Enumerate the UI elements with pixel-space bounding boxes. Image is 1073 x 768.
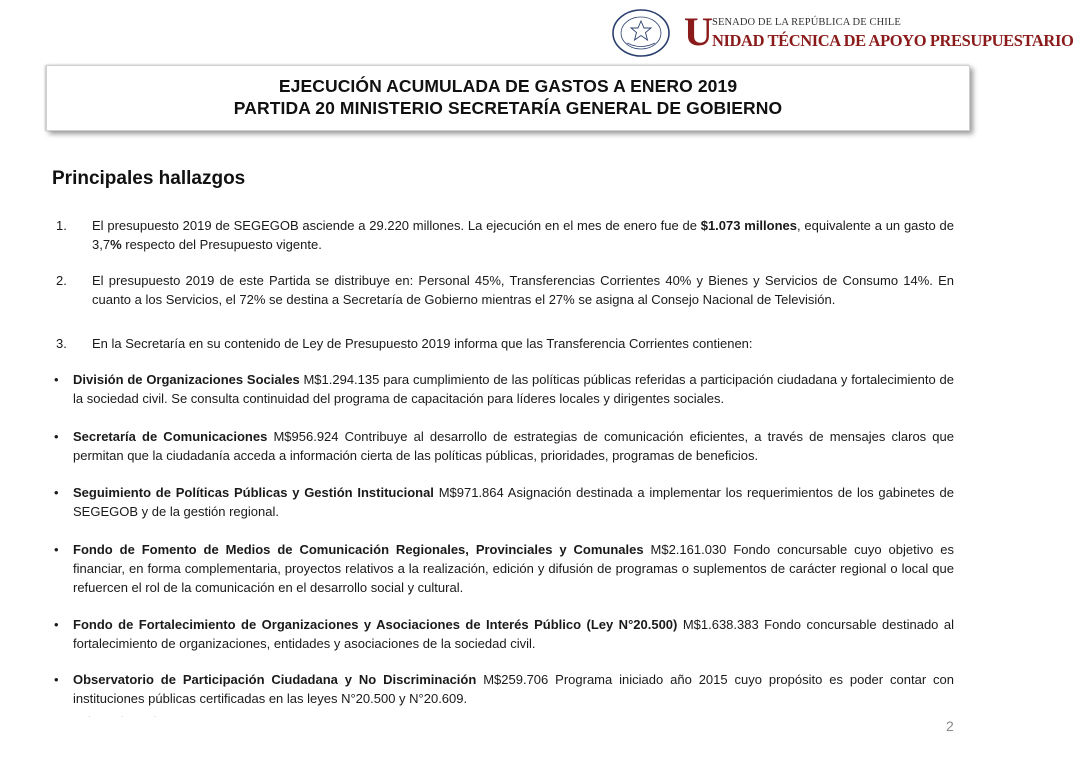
bullet-item-title: Fondo de Fortalecimiento de Organizaciones y Asociaciones de Interés Público (Ley N°20.500) [73,617,678,632]
utap-wordmark [684,9,1073,54]
bullet-item-title: Seguimiento de Políticas Públicas y Gestión Institucional [73,485,434,500]
bullet-item-title: División de Organizaciones Sociales [73,372,300,387]
bullet-item-1 [52,370,954,408]
numbered-item-1 [52,216,954,254]
numbered-item-text: En la Secretaría en su contenido de Ley de Presupuesto 2019 informa que las Transferencia Corrientes contienen: [92,336,753,351]
bullet-icon: • [54,542,59,557]
bullet-icon: • [54,617,59,632]
logo-bottom-text: NIDAD TÉCNICA DE APOYO PRESUPUESTARIO [712,31,1073,50]
slide-title-line-1: EJECUCIÓN ACUMULADA DE GASTOS A ENERO 2019 [278,76,738,96]
numbered-item-text: El presupuesto 2019 de este Partida se distribuye en: Personal 45%, Transferencias Corrientes 40% y Bienes y Servicios de Consumo 14%. En cuanto a los Servicios, el 72% se destina a Secretaría de Gobierno mientras el 27% se asigna al Consejo Nacional de Televisión. [92,273,954,307]
list-number: 2. [56,273,67,288]
slide-title-box [46,65,970,131]
bullet-item-4 [52,540,954,597]
bullet-item-title: Fondo de Fomento de Medios de Comunicación Regionales, Provinciales y Comunales [73,542,644,557]
bullet-item-text: Fondo de Fortalecimiento de Organizaciones y Asociaciones de Interés Público (Ley N°20.500) M$1.638.383 Fondo concursable destinado al fortalecimiento de organizaciones, entidades y asociaciones de la sociedad civil. [73,617,954,651]
bullet-item-title: Secretaría de Comunicaciones [73,429,268,444]
list-number: 1. [56,218,67,233]
section-heading: Principales hallazgos [52,168,246,189]
bullet-item-5 [52,615,954,653]
bullet-item-text: Seguimiento de Políticas Públicas y Gestión Institucional M$971.864 Asignación destinada a implementar los requerimientos de los gabinetes de SEGEGOB y de la gestión regional. [73,485,954,519]
numbered-item-2 [52,271,954,309]
page-number: 2 [946,718,954,734]
slide-title-line-2: PARTIDA 20 MINISTERIO SECRETARÍA GENERAL DE GOBIERNO [233,98,783,118]
bullet-item-2 [52,427,954,465]
highlight-amount: $1.073 millones [700,218,798,233]
bullet-item-3 [52,483,954,521]
bullet-item-text: Observatorio de Participación Ciudadana y No Discriminación M$259.706 Programa iniciado año 2015 cuyo propósito es poder contar con instituciones públicas certificadas en las leyes N°20.500 y N°20.609. [73,672,954,706]
numbered-item-3 [52,334,954,353]
highlight-percent: % [110,237,122,252]
logo-top-text: SENADO DE LA REPÚBLICA DE CHILE [712,17,901,28]
bullet-icon: • [54,372,59,387]
numbered-item-text: El presupuesto 2019 de SEGEGOB asciende a 29.220 millones. La ejecución en el mes de enero fue de $1.073 millones, equivalente a un gasto de 3,7% respecto del Presupuesto vigente. [92,218,954,252]
bullet-icon: • [54,429,59,444]
bullet-item-6 [52,670,954,708]
bullet-icon: • [54,672,59,687]
bullet-item-title: Observatorio de Participación Ciudadana y No Discriminación [73,672,477,687]
bullet-item-text: División de Organizaciones Sociales M$1.294.135 para cumplimiento de las políticas públicas referidas a participación ciudadana y fortalecimiento de la sociedad civil. Se consulta continuidad del programa de capacitación para líderes locales y dirigentes sociales. [73,372,954,406]
bullet-icon: • [54,485,59,500]
footer-decoration: · · · [88,712,171,721]
bullet-item-text: Fondo de Fomento de Medios de Comunicación Regionales, Provinciales y Comunales M$2.161.030 Fondo concursable cuyo objetivo es financiar, en forma complementaria, proyectos relativos a la realización, edición y difusión de programas o suplementos de carácter regional o local que refuercen el rol de la comunicación en el desarrollo social y cultural. [73,542,954,595]
bullet-item-text: Secretaría de Comunicaciones M$956.924 Contribuye al desarrollo de estrategias de comunicación eficientes, a través de mensajes claros que permitan que la ciudadanía acceda a información cierta de las políticas públicas, prioridades, programas de beneficios. [73,429,954,463]
senate-seal-logo [611,8,671,58]
list-number: 3. [56,336,67,351]
logo-initial: U [684,9,713,54]
